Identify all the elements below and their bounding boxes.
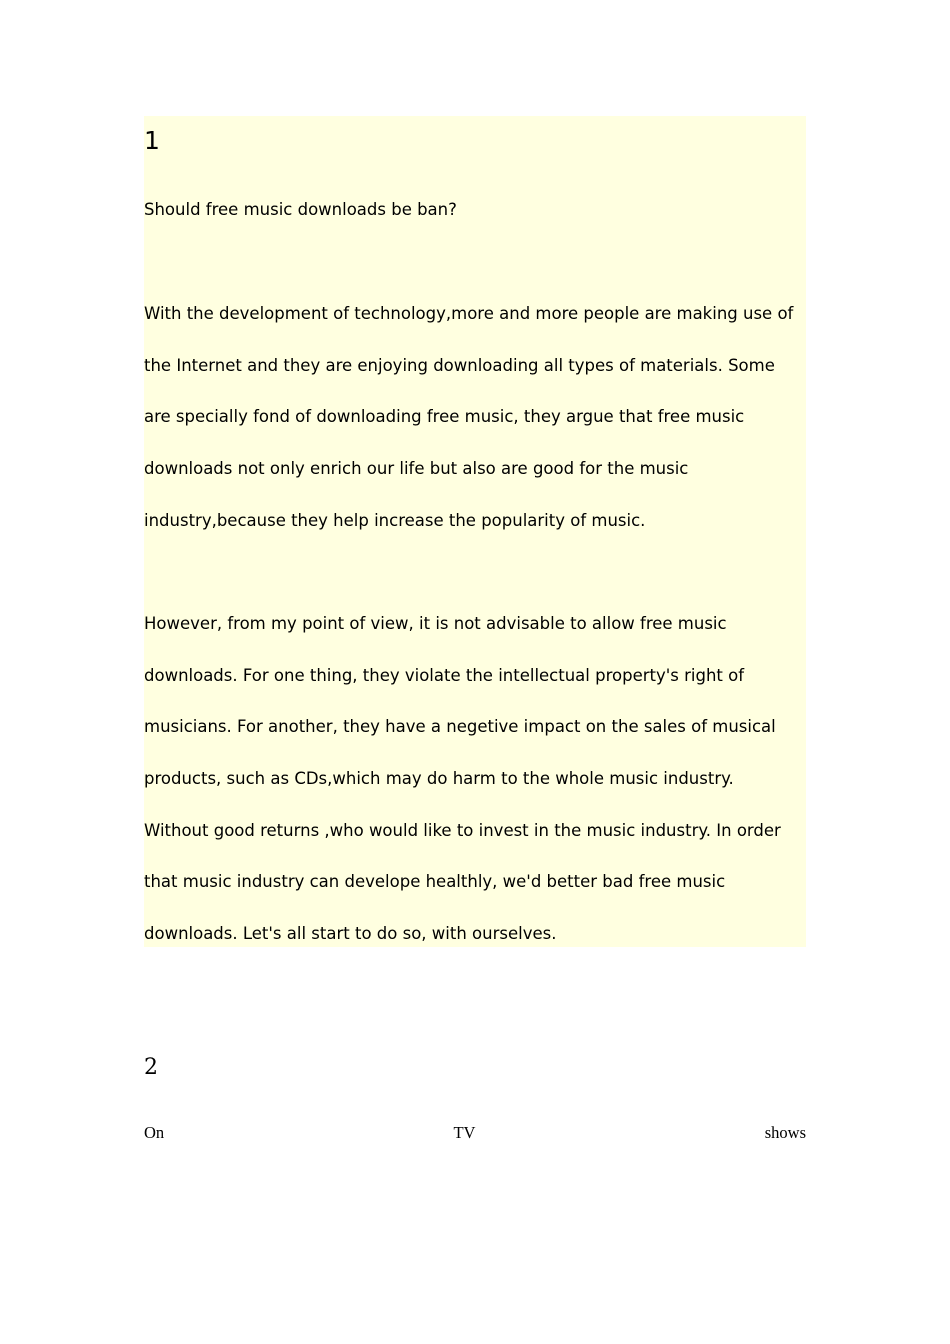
paragraph-line: downloads. For one thing, they violate the intellectual property's right of bbox=[144, 665, 745, 685]
word: TV bbox=[453, 1123, 476, 1142]
section-number: 1 bbox=[144, 126, 160, 155]
essay-section-1 bbox=[144, 116, 806, 947]
section-2-number: 2 bbox=[144, 1055, 158, 1080]
paragraph-line: Without good returns ,who would like to invest in the music industry. In order bbox=[144, 820, 781, 840]
section-2-first-line bbox=[144, 1122, 806, 1144]
paragraph-line: industry,because they help increase the popularity of music. bbox=[144, 510, 646, 530]
paragraph-line: downloads. Let's all start to do so, with ourselves. bbox=[144, 924, 557, 944]
paragraph-line: products, such as CDs,which may do harm to the whole music industry. bbox=[144, 769, 734, 789]
paragraph-line: are specially fond of downloading free music, they argue that free music bbox=[144, 407, 745, 427]
paragraph-2 bbox=[144, 598, 781, 960]
paragraph-1 bbox=[144, 288, 793, 546]
paragraph-line: However, from my point of view, it is not advisable to allow free music bbox=[144, 614, 727, 633]
word: On bbox=[144, 1123, 165, 1142]
paragraph-line: that music industry can develope healthly, we'd better bad free music bbox=[144, 872, 726, 892]
paragraph-line: the Internet and they are enjoying downloading all types of materials. Some bbox=[144, 355, 775, 375]
paragraph-line: downloads not only enrich our life but also are good for the music bbox=[144, 459, 689, 479]
word: shows bbox=[764, 1123, 806, 1142]
essay-title: Should free music downloads be ban? bbox=[144, 200, 457, 219]
paragraph-line: musicians. For another, they have a negetive impact on the sales of musical bbox=[144, 717, 776, 737]
paragraph-line: With the development of technology,more and more people are making use of bbox=[144, 304, 794, 323]
